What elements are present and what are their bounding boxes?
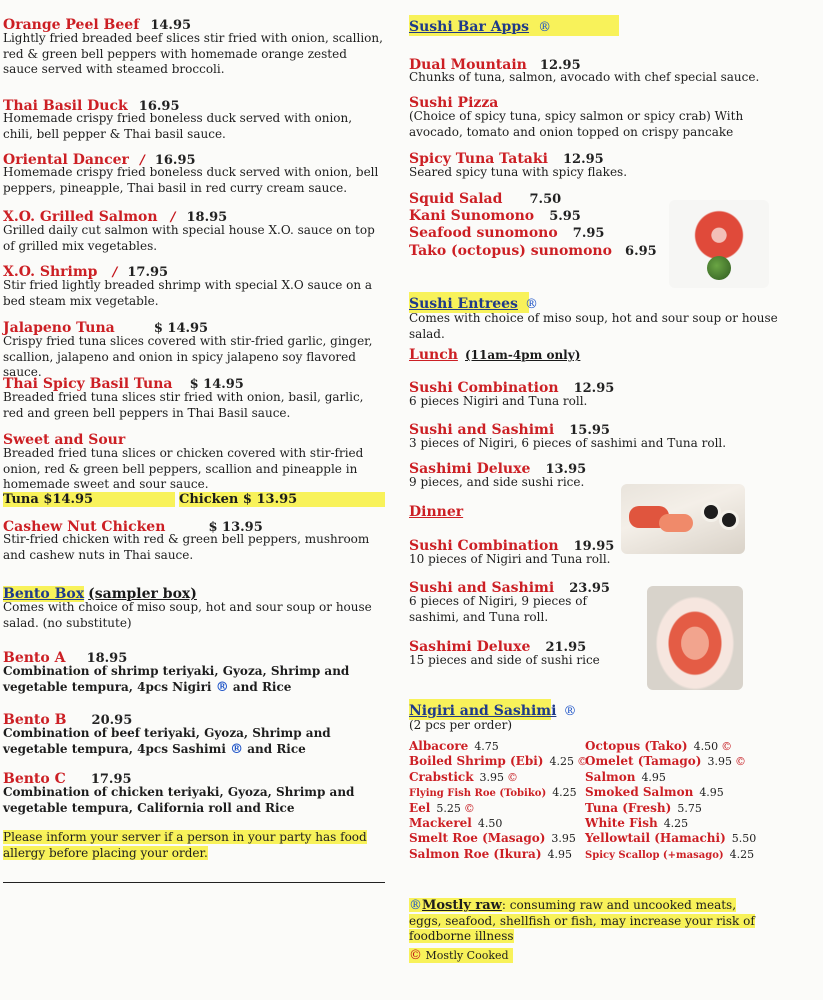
- nigiri-price: 4.95: [547, 847, 572, 861]
- item-price: 18.95: [86, 651, 128, 666]
- registered-icon: ®: [409, 898, 422, 913]
- item-price: 15.95: [569, 423, 610, 438]
- nigiri-name: White Fish: [585, 815, 658, 830]
- item-name: Squid Salad: [409, 191, 503, 207]
- item-price: 7.50: [529, 192, 562, 207]
- nigiri-price: 3.95: [479, 770, 505, 784]
- nigiri-item: [585, 785, 809, 800]
- item-name: Sushi and Sashimi: [409, 580, 555, 596]
- copyright-icon: ©: [507, 770, 519, 784]
- item-desc: Stir-fried chicken with red & green bell peppers, mushroom and cashew nuts in Thai sauce.: [3, 532, 370, 562]
- item-desc: 9 pieces, and side sushi rice.: [409, 475, 585, 489]
- nigiri-list-right: [585, 739, 809, 862]
- nigiri-item: [409, 816, 589, 831]
- roll-piece: [719, 510, 739, 530]
- nigiri-name: Spicy Scallop (+masago): [585, 849, 724, 861]
- item-desc: Chunks of tuna, salmon, avocado with chef special sauce.: [409, 70, 760, 84]
- nigiri-price: 4.25: [552, 786, 577, 800]
- item-desc: Homemade crispy fried boneless duck served with onion, bell peppers, pineapple, Thai basil in red curry cream sauce.: [3, 165, 379, 195]
- registered-icon: ®: [563, 704, 577, 719]
- section-title: Bento Box: [3, 586, 85, 602]
- nigiri-price: 5.75: [677, 801, 702, 815]
- item-price: 12.95: [573, 381, 615, 396]
- item-desc: [3, 726, 385, 757]
- cooked-label: Mostly Cooked: [425, 949, 509, 962]
- raw-label: Mostly raw: [422, 898, 502, 913]
- nigiri-price: 3.95: [551, 832, 576, 846]
- lunch-heading: [409, 344, 580, 363]
- item-name: X.O. Grilled Salmon: [3, 209, 158, 225]
- cooked-notice: [409, 948, 513, 963]
- item-desc: 3 pieces of Nigiri, 6 pieces of sashimi and Tuna roll.: [409, 436, 727, 450]
- item-name: Thai Spicy Basil Tuna: [3, 376, 173, 392]
- nigiri-price: 4.25: [549, 755, 574, 769]
- section-title: Sushi Entrees: [409, 296, 518, 312]
- nigiri-price: 4.75: [474, 740, 499, 753]
- item-name: Orange Peel Beef: [3, 17, 140, 33]
- copyright-icon: ©: [463, 801, 475, 815]
- nigiri-name: Eel: [409, 800, 431, 815]
- nigiri-name: Albacore: [409, 739, 469, 753]
- item-desc: Crispy fried tuna slices covered with stir-fried garlic, ginger, scallion, jalapeno and onion in spicy jalapeno soy flavored sauce.: [3, 334, 373, 379]
- nigiri-item: [409, 831, 589, 846]
- nigiri-item: [409, 754, 589, 769]
- chili-icon: /: [170, 210, 176, 225]
- item-desc: (Choice of spicy tuna, spicy salmon or spicy crab) With avocado, tomato and onion topped on crispy pancake: [409, 109, 744, 139]
- registered-icon: ®: [538, 20, 552, 35]
- food-photo-sushi-platter: [621, 484, 745, 554]
- item-name: Bento A: [3, 650, 66, 666]
- chili-icon: /: [112, 265, 118, 280]
- divider: [3, 882, 385, 883]
- item-name: Dual Mountain: [409, 57, 527, 73]
- item-name: Seafood sunomono: [409, 225, 558, 241]
- item-name: Cashew Nut Chicken: [3, 519, 166, 535]
- item-name: X.O. Shrimp: [3, 264, 98, 280]
- nigiri-name: Octopus (Tako): [585, 739, 688, 753]
- nigiri-subtitle: (2 pcs per order): [409, 718, 513, 732]
- item-price: 7.95: [572, 226, 605, 241]
- nigiri-item: [585, 739, 809, 754]
- item-price: 13.95: [545, 462, 587, 477]
- item-price: 23.95: [569, 581, 610, 596]
- item-price: $ 14.95: [189, 377, 244, 392]
- item-price: $ 13.95: [208, 520, 263, 535]
- nigiri-item: [409, 770, 589, 785]
- nigiri-sashimi-heading: [409, 699, 577, 720]
- nigiri-item: [409, 847, 589, 862]
- item-name: Sushi Pizza: [409, 95, 499, 111]
- raw-text: : consuming raw and uncooked meats, eggs, seafood, shellfish or fish, may increase your risk of foodborne illness: [409, 898, 755, 943]
- nigiri-name: Boiled Shrimp (Ebi): [409, 754, 544, 769]
- bento-desc: Comes with choice of miso soup, hot and sour soup or house salad. (no substitute): [3, 600, 372, 630]
- allergy-text: Please inform your server if a person in your party has food allergy before placing your order.: [3, 830, 367, 860]
- section-title: Lunch: [409, 347, 458, 363]
- chicken-price: Chicken $ 13.95: [179, 492, 385, 507]
- roll-piece: [701, 502, 721, 522]
- nigiri-name: Crabstick: [409, 769, 474, 784]
- item-name: Kani Sunomono: [409, 208, 535, 224]
- item-name: Spicy Tuna Tataki: [409, 151, 548, 167]
- item-tako-sunomono: [409, 240, 657, 259]
- nigiri-item: [585, 801, 809, 816]
- nigiri-price: 5.25: [436, 801, 461, 815]
- item-desc: 10 pieces of Nigiri and Tuna roll.: [409, 552, 611, 566]
- nigiri-item: [585, 831, 809, 846]
- food-photo-sashimi: [647, 586, 743, 690]
- dinner-heading: [409, 501, 463, 520]
- item-price: 6.95: [625, 244, 657, 259]
- item-desc: Homemade crispy fried boneless duck served with onion, chili, bell pepper & Thai basil sauce.: [3, 111, 353, 141]
- tuna-price: Tuna $14.95: [3, 492, 175, 507]
- desc-text: Combination of shrimp teriyaki, Gyoza, Shrimp and vegetable tempura, 4pcs Nigiri: [3, 664, 350, 694]
- nigiri-item: [585, 816, 809, 831]
- nigiri-name: Salmon Roe (Ikura): [409, 846, 542, 861]
- item-name: Sashimi Deluxe: [409, 461, 531, 477]
- food-photo-flower: [669, 200, 769, 288]
- item-name: Bento C: [3, 771, 66, 787]
- nigiri-item: [409, 739, 589, 754]
- nigiri-price: 4.95: [699, 786, 724, 800]
- item-price: 20.95: [91, 713, 133, 728]
- item-desc: [3, 664, 385, 695]
- section-title: Sushi Bar Apps: [409, 19, 530, 35]
- nigiri-list-left: [409, 739, 589, 862]
- item-name: Sushi and Sashimi: [409, 422, 555, 438]
- item-name: Jalapeno Tuna: [3, 320, 115, 336]
- item-desc: Breaded fried tuna slices or chicken covered with stir-fried onion, red & green bell peppers, scallion and pineapple in homemade sweet and sour sauce.: [3, 446, 364, 491]
- nigiri-price: 3.95: [707, 755, 732, 769]
- item-price: $ 14.95: [153, 321, 209, 336]
- item-desc: 15 pieces and side of sushi rice: [409, 653, 600, 667]
- nigiri-price: 4.50: [693, 740, 719, 753]
- item-name: Oriental Dancer: [3, 152, 129, 168]
- item-name: Thai Basil Duck: [3, 98, 128, 114]
- item-price: 18.95: [186, 210, 228, 225]
- nigiri-item: [585, 847, 809, 862]
- item-desc: 6 pieces of Nigiri, 9 pieces of sashimi, and Tuna roll.: [409, 594, 587, 624]
- nigiri-name: Tuna (Fresh): [585, 800, 672, 815]
- nigiri-name: Smelt Roe (Masago): [409, 831, 546, 846]
- cooked-highlight: [409, 948, 513, 963]
- allergy-notice: [3, 830, 381, 861]
- section-title: Dinner: [409, 504, 464, 520]
- item-price: 16.95: [138, 99, 180, 114]
- item-price: 5.95: [549, 209, 581, 224]
- nigiri-item: [409, 785, 589, 800]
- section-title: Nigiri and Sashimi: [409, 703, 557, 719]
- item-seafood-sunomono: [409, 222, 604, 241]
- nigiri-price: 4.50: [477, 816, 503, 830]
- item-desc: Seared spicy tuna with spicy flakes.: [409, 165, 628, 179]
- item-desc: Breaded fried tuna slices stir fried with onion, basil, garlic, red and green bell peppers in Thai Basil sauce.: [3, 390, 364, 420]
- copyright-icon: ©: [576, 755, 588, 769]
- item-name: Bento B: [3, 712, 67, 728]
- nigiri-item: [409, 801, 589, 816]
- item-name: Sashimi Deluxe: [409, 639, 531, 655]
- nigiri-name: Salmon: [585, 769, 636, 784]
- nigiri-name: Smoked Salmon: [585, 785, 694, 800]
- section-subtitle: (sampler box): [88, 586, 197, 602]
- nigiri-item: [585, 770, 809, 785]
- item-desc: 6 pieces Nigiri and Tuna roll.: [409, 394, 588, 408]
- item-desc: Stir fried lightly breaded shrimp with special X.O sauce on a bed steam mix vegetable.: [3, 278, 373, 308]
- item-name: Sweet and Sour: [3, 432, 126, 448]
- item-desc: Lightly fried breaded beef slices stir fried with onion, scallion, red & green bell peppers with homemade orange zested sauce served with steamed broccoli.: [3, 31, 383, 76]
- desc-text: Combination of beef teriyaki, Gyoza, Shrimp and vegetable tempura, 4pcs Sashimi: [3, 726, 331, 756]
- chili-icon: /: [140, 153, 145, 168]
- item-name: Sushi Combination: [409, 380, 559, 396]
- sushi-bar-apps-heading: [409, 15, 619, 36]
- desc-text: and Rice: [232, 679, 292, 694]
- raw-notice-highlight: [409, 898, 755, 943]
- garnish-icon: [707, 256, 731, 280]
- desc-text: and Rice: [247, 741, 306, 756]
- nigiri-price: 4.25: [729, 847, 755, 861]
- entrees-desc: Comes with choice of miso soup, hot and sour soup or house salad.: [409, 311, 778, 341]
- registered-icon: ®: [230, 741, 244, 757]
- raw-notice: [409, 898, 759, 945]
- item-price: 17.95: [90, 772, 132, 787]
- item-desc: Grilled daily cut salmon with special house X.O. sauce on top of grilled mix vegetables.: [3, 223, 375, 253]
- item-name: Tako (octopus) sunomono: [409, 243, 612, 259]
- item-desc: Combination of chicken teriyaki, Gyoza, Shrimp and vegetable tempura, California roll and Rice: [3, 785, 355, 815]
- nigiri-name: Yellowtail (Hamachi): [585, 831, 726, 846]
- item-price: 21.95: [545, 640, 587, 655]
- nigiri-price: 4.95: [641, 770, 666, 784]
- item-price: 12.95: [539, 58, 581, 73]
- item-price: 16.95: [154, 153, 196, 168]
- item-name: Sushi Combination: [409, 538, 559, 554]
- nigiri-price: 5.50: [731, 832, 757, 846]
- sushi-piece: [659, 514, 693, 532]
- item-price: 17.95: [127, 265, 169, 280]
- item-price: 14.95: [150, 18, 192, 33]
- copyright-icon: ©: [734, 755, 746, 769]
- copyright-icon: ©: [409, 948, 422, 963]
- item-price: 19.95: [573, 539, 615, 554]
- lunch-hours: (11am-4pm only): [465, 348, 581, 362]
- nigiri-item: [585, 754, 809, 769]
- nigiri-price: 4.25: [663, 816, 689, 830]
- registered-icon: ®: [215, 679, 229, 695]
- nigiri-name: Flying Fish Roe (Tobiko): [409, 788, 547, 800]
- item-price: 12.95: [563, 152, 604, 167]
- sushi-entrees-heading: [409, 292, 539, 313]
- nigiri-name: Omelet (Tamago): [585, 754, 702, 769]
- registered-icon: ®: [525, 297, 539, 312]
- nigiri-name: Mackerel: [409, 815, 472, 830]
- copyright-icon: ©: [721, 740, 733, 753]
